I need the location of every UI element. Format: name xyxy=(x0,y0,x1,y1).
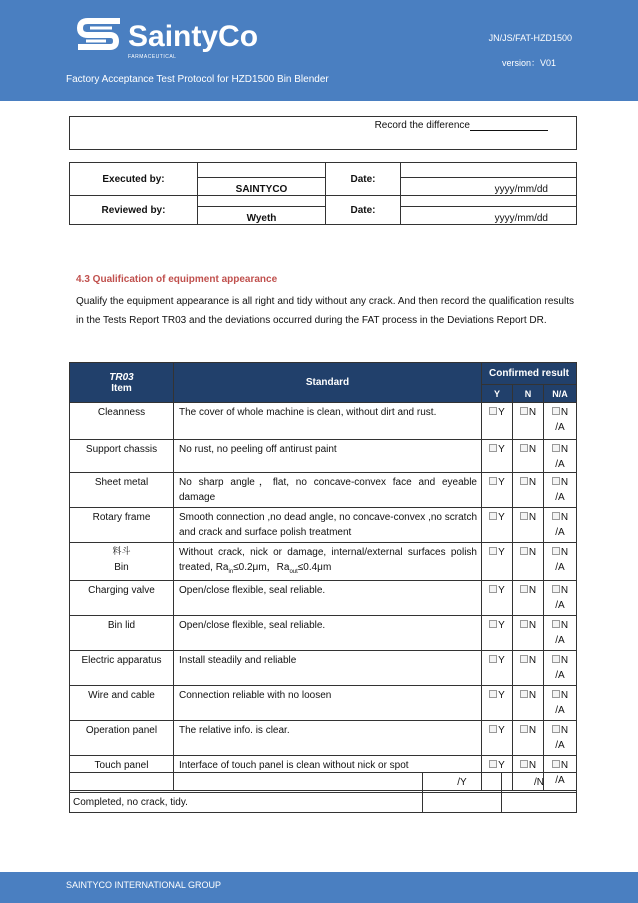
ra-in-sub: in xyxy=(228,569,234,575)
footer-company: SAINTYCO INTERNATIONAL GROUP xyxy=(66,880,222,890)
result-n-checkbox[interactable] xyxy=(513,651,544,686)
checkbox-icon[interactable] xyxy=(489,444,497,452)
result-table xyxy=(69,772,577,813)
checkbox-icon[interactable] xyxy=(489,620,497,628)
result-y-checkbox[interactable] xyxy=(482,616,513,651)
result-na-checkbox[interactable] xyxy=(544,581,577,616)
checkbox-icon[interactable] xyxy=(552,760,560,768)
option-na-label: N xyxy=(560,407,569,418)
result-y-cell[interactable] xyxy=(423,793,502,813)
standard-cell xyxy=(174,403,482,440)
record-difference-field[interactable] xyxy=(70,117,577,150)
option-na-label: N xyxy=(560,512,569,523)
header-standard: Standard xyxy=(174,363,482,403)
table-row xyxy=(70,686,577,721)
standard-text: The relative info. is clear. xyxy=(179,725,290,736)
option-na-label: N xyxy=(560,620,569,631)
checkbox-icon[interactable] xyxy=(552,477,560,485)
option-na-label-2: /A xyxy=(555,600,565,611)
result-n-checkbox[interactable] xyxy=(513,686,544,721)
result-na-checkbox[interactable] xyxy=(544,440,577,473)
standard-cell xyxy=(174,686,482,721)
option-y-label: Y xyxy=(498,407,505,418)
result-blank-cell xyxy=(70,773,423,793)
result-n-checkbox[interactable] xyxy=(513,543,544,581)
page-footer xyxy=(0,872,638,903)
checkbox-icon[interactable] xyxy=(489,690,497,698)
option-na-label-2: /A xyxy=(555,775,565,786)
result-n-checkbox[interactable] xyxy=(513,403,544,440)
header-item-cell xyxy=(70,363,174,403)
standard-cell xyxy=(174,651,482,686)
result-n-checkbox[interactable] xyxy=(513,440,544,473)
option-na-label: N xyxy=(560,725,569,736)
checkbox-icon[interactable] xyxy=(520,444,528,452)
result-y-checkbox[interactable] xyxy=(482,473,513,508)
checkbox-icon[interactable] xyxy=(552,407,560,415)
standard-cell xyxy=(174,473,482,508)
checkbox-icon[interactable] xyxy=(520,477,528,485)
result-na-checkbox[interactable] xyxy=(544,403,577,440)
qualification-rows xyxy=(70,403,577,791)
item-cell xyxy=(70,581,174,616)
item-label: Sheet metal xyxy=(94,477,149,488)
option-na-label: N xyxy=(560,477,569,488)
reviewed-date-label: Date: xyxy=(326,196,401,225)
logo-mark-icon xyxy=(76,17,122,55)
qualification-table xyxy=(69,362,577,791)
standard-cell xyxy=(174,440,482,473)
record-difference-label: Record the difference xyxy=(374,120,470,131)
result-y-checkbox[interactable] xyxy=(482,581,513,616)
ra-in-value: ≤0.2μm， xyxy=(233,562,277,573)
result-y-checkbox[interactable] xyxy=(482,508,513,543)
executed-date-top-cell xyxy=(401,163,577,178)
result-col-y: /Y xyxy=(423,773,502,793)
checkbox-icon[interactable] xyxy=(552,655,560,663)
signature-row-executed xyxy=(70,163,577,178)
checkbox-icon[interactable] xyxy=(552,512,560,520)
item-cell xyxy=(70,651,174,686)
result-n-checkbox[interactable] xyxy=(513,473,544,508)
result-n-checkbox[interactable] xyxy=(513,721,544,756)
table-row xyxy=(70,403,577,440)
checkbox-icon[interactable] xyxy=(520,690,528,698)
option-na-label: N xyxy=(560,547,569,558)
table-row xyxy=(70,440,577,473)
standard-text: Interface of touch panel is clean without nick or spot xyxy=(179,760,409,771)
result-na-checkbox[interactable] xyxy=(544,686,577,721)
table-row xyxy=(70,581,577,616)
table-row xyxy=(70,473,577,508)
record-difference-box xyxy=(69,116,577,150)
result-n-checkbox[interactable] xyxy=(513,508,544,543)
table-row xyxy=(70,721,577,756)
option-na-label-2: /A xyxy=(555,740,565,751)
result-n-checkbox[interactable] xyxy=(513,581,544,616)
option-n-label: N xyxy=(528,585,537,596)
checkbox-icon[interactable] xyxy=(552,547,560,555)
table-row xyxy=(70,543,577,581)
protocol-title: Factory Acceptance Test Protocol for HZD1500 Bin Blender xyxy=(66,74,329,85)
brand-name: SaintyCo xyxy=(128,20,259,53)
item-cell xyxy=(70,440,174,473)
result-na-checkbox[interactable] xyxy=(544,543,577,581)
option-n-label: N xyxy=(528,690,537,701)
option-n-label: N xyxy=(528,620,537,631)
reviewed-by-top-cell xyxy=(198,196,326,207)
item-label: Charging valve xyxy=(88,585,155,596)
standard-text: The cover of whole machine is clean, without dirt and rust. xyxy=(179,407,437,418)
option-n-label: N xyxy=(528,477,537,488)
option-na-label-2: /A xyxy=(555,459,565,470)
option-na-label-2: /A xyxy=(555,492,565,503)
saintyco-logo xyxy=(76,17,266,60)
checkbox-icon[interactable] xyxy=(552,620,560,628)
brand-tagline: FARMACEUTICAL xyxy=(128,54,177,60)
option-na-label: N xyxy=(560,760,569,771)
result-y-checkbox[interactable] xyxy=(482,403,513,440)
result-y-checkbox[interactable] xyxy=(482,440,513,473)
checkbox-icon[interactable] xyxy=(520,512,528,520)
standard-cell xyxy=(174,616,482,651)
result-na-checkbox[interactable] xyxy=(544,473,577,508)
reviewed-date-value[interactable]: yyyy/mm/dd xyxy=(401,207,577,225)
option-n-label: N xyxy=(528,444,537,455)
header-n: N xyxy=(513,385,544,403)
option-y-label: Y xyxy=(498,444,505,455)
standard-text: Connection reliable with no loosen xyxy=(179,690,332,701)
result-na-checkbox[interactable] xyxy=(544,508,577,543)
option-y-label: Y xyxy=(498,655,505,666)
checkbox-icon[interactable] xyxy=(520,585,528,593)
table-row xyxy=(70,616,577,651)
item-label: Bin xyxy=(114,562,129,573)
reviewed-date-top-cell xyxy=(401,196,577,207)
option-n-label: N xyxy=(528,655,537,666)
checkbox-icon[interactable] xyxy=(489,407,497,415)
result-criteria: Completed, no crack, tidy. xyxy=(70,793,423,813)
result-col-n: /N xyxy=(502,773,577,793)
document-version: version：V01 xyxy=(501,58,556,68)
checkbox-icon[interactable] xyxy=(489,477,497,485)
item-cn-label: 料斗 xyxy=(112,547,131,557)
result-y-checkbox[interactable] xyxy=(482,543,513,581)
option-na-label-2: /A xyxy=(555,527,565,538)
checkbox-icon[interactable] xyxy=(552,585,560,593)
checkbox-icon[interactable] xyxy=(489,585,497,593)
checkbox-icon[interactable] xyxy=(552,444,560,452)
reviewed-by-value[interactable]: Wyeth xyxy=(198,207,326,225)
item-cell xyxy=(70,543,174,581)
record-difference-line xyxy=(470,120,548,131)
checkbox-icon[interactable] xyxy=(489,655,497,663)
item-label: Electric apparatus xyxy=(81,655,162,666)
item-label: Touch panel xyxy=(94,760,149,771)
option-y-label: Y xyxy=(498,512,505,523)
checkbox-icon[interactable] xyxy=(520,547,528,555)
ra-out-sub: out xyxy=(289,569,298,575)
table-row xyxy=(70,508,577,543)
item-label: Operation panel xyxy=(85,725,158,736)
header-report-id: TR03 xyxy=(109,371,134,383)
signature-table xyxy=(69,162,577,225)
option-na-label: N xyxy=(560,655,569,666)
option-n-label: N xyxy=(528,512,537,523)
item-label: Wire and cable xyxy=(88,690,155,701)
page-header xyxy=(0,0,638,101)
option-y-label: Y xyxy=(498,620,505,631)
result-na-checkbox[interactable] xyxy=(544,651,577,686)
option-y-label: Y xyxy=(498,547,505,558)
ra-out-value: ≤0.4μm xyxy=(297,562,332,573)
header-item: Item xyxy=(111,382,132,394)
option-y-label: Y xyxy=(498,477,505,488)
standard-cell xyxy=(174,543,482,581)
item-cell xyxy=(70,403,174,440)
standard-text: Open/close flexible, seal reliable. xyxy=(179,585,326,596)
result-na-checkbox[interactable] xyxy=(544,721,577,756)
option-y-label: Y xyxy=(498,585,505,596)
checkbox-icon[interactable] xyxy=(520,620,528,628)
header-confirmed-result: Confirmed result xyxy=(482,363,577,385)
document-number: JN/JS/FAT-HZD1500 xyxy=(488,33,572,43)
checkbox-icon[interactable] xyxy=(520,655,528,663)
item-cell xyxy=(70,721,174,756)
option-na-label-2: /A xyxy=(555,422,565,433)
option-y-label: Y xyxy=(498,725,505,736)
checkbox-icon[interactable] xyxy=(552,690,560,698)
standard-text: Open/close flexible, seal reliable. xyxy=(179,620,326,631)
item-cell xyxy=(70,508,174,543)
executed-by-value[interactable]: SAINTYCO xyxy=(198,178,326,196)
reviewed-by-label: Reviewed by: xyxy=(70,196,198,225)
executed-date-value[interactable]: yyyy/mm/dd xyxy=(401,178,577,196)
option-na-label: N xyxy=(560,444,569,455)
standard-text: No rust, no peeling off antirust paint xyxy=(179,444,337,455)
option-y-label: Y xyxy=(498,760,505,771)
result-y-checkbox[interactable] xyxy=(482,651,513,686)
option-y-label: Y xyxy=(498,690,505,701)
option-na-label-2: /A xyxy=(555,705,565,716)
signature-row-reviewed xyxy=(70,196,577,207)
standard-cell xyxy=(174,721,482,756)
standard-text: No sharp angle，flat, no concave-convex face and eyeable damage xyxy=(179,477,477,503)
ra-in-label: Ra xyxy=(215,562,229,573)
checkbox-icon[interactable] xyxy=(520,725,528,733)
item-label: Rotary frame xyxy=(92,512,151,523)
checkbox-icon[interactable] xyxy=(489,725,497,733)
item-cell xyxy=(70,616,174,651)
checkbox-icon[interactable] xyxy=(489,547,497,555)
standard-text: Without crack, nick or damage, internal/external surfaces polish treated, xyxy=(179,547,477,573)
result-n-cell[interactable] xyxy=(502,793,577,813)
result-n-checkbox[interactable] xyxy=(513,616,544,651)
option-na-label: N xyxy=(560,585,569,596)
section-paragraph: Qualify the equipment appearance is all right and tidy without any crack. And then record the qualification results in the Tests Report TR03 and the deviations occurred during the FAT process in the Deviations Report DR. xyxy=(76,296,574,326)
checkbox-icon[interactable] xyxy=(520,407,528,415)
standard-text: Install steadily and reliable xyxy=(179,655,297,666)
option-n-label: N xyxy=(528,725,537,736)
result-y-checkbox[interactable] xyxy=(482,721,513,756)
result-y-checkbox[interactable] xyxy=(482,686,513,721)
section-title: 4.3 Qualification of equipment appearance xyxy=(76,274,278,285)
option-na-label-2: /A xyxy=(555,670,565,681)
executed-by-label: Executed by: xyxy=(70,163,198,196)
checkbox-icon[interactable] xyxy=(552,725,560,733)
header-y: Y xyxy=(482,385,513,403)
option-n-label: N xyxy=(528,407,537,418)
item-label: Support chassis xyxy=(85,444,158,455)
checkbox-icon[interactable] xyxy=(489,760,497,768)
checkbox-icon[interactable] xyxy=(520,760,528,768)
option-na-label-2: /A xyxy=(555,562,565,573)
option-na-label-2: /A xyxy=(555,635,565,646)
checkbox-icon[interactable] xyxy=(489,512,497,520)
standard-text: Smooth connection ,no dead angle, no concave-convex ,no scratch and crack and surface polish treatment xyxy=(179,512,477,538)
option-n-label: N xyxy=(528,547,537,558)
executed-date-label: Date: xyxy=(326,163,401,196)
result-na-checkbox[interactable] xyxy=(544,616,577,651)
item-cell xyxy=(70,686,174,721)
executed-by-top-cell xyxy=(198,163,326,178)
header-na: N/A xyxy=(544,385,577,403)
item-label: Bin lid xyxy=(107,620,136,631)
standard-cell xyxy=(174,508,482,543)
ra-out-label: Ra xyxy=(276,562,290,573)
option-na-label: N xyxy=(560,690,569,701)
standard-cell xyxy=(174,581,482,616)
item-label: Cleanness xyxy=(97,407,146,418)
table-row xyxy=(70,651,577,686)
item-cell xyxy=(70,473,174,508)
option-n-label: N xyxy=(528,760,537,771)
